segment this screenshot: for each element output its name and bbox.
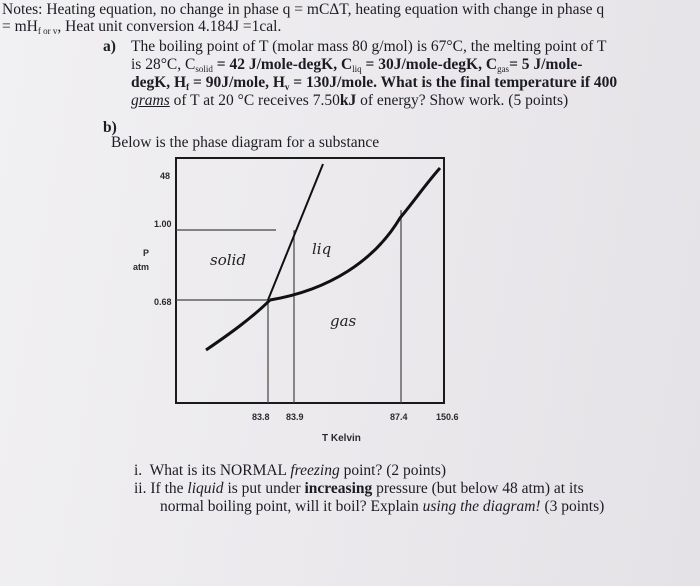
x-axis-label: T Kelvin [322, 433, 361, 444]
question-ii-line-2: normal boiling point, will it boil? Explain using the diagram! (3 points) [160, 498, 605, 515]
y-axis-label: P [143, 248, 150, 258]
y-tick-48: 48 [160, 171, 171, 181]
x-tick-83-9: 83.9 [286, 412, 304, 422]
x-tick-150-6: 150.6 [436, 412, 459, 422]
question-ii-line-1: ii. If the liquid is put under increasing pressure (but below 48 atm) at its [134, 480, 584, 497]
region-label-gas: gas [330, 312, 357, 330]
region-label-solid: solid [210, 251, 246, 269]
y-axis-unit: atm [133, 262, 150, 272]
question-b-intro: Below is the phase diagram for a substance [111, 134, 380, 151]
notes-line-2: = $mH_{f or v}$, Heat unit conversion 4.184J =1cal. [2, 18, 282, 36]
notes-line-1: Notes: Heating equation, no change in phase q = mCΔT, heating equation with change in phase q [2, 1, 605, 18]
y-tick-1-00: 1.00 [154, 219, 172, 229]
question-a-line-4: grams of T at 20 °C receives 7.50kJ of energy? Show work. (5 points) [131, 92, 569, 109]
question-a-label: a) [103, 38, 116, 55]
question-b-label: b) [103, 119, 117, 136]
melting-curve [268, 164, 323, 300]
x-tick-83-8: 83.8 [252, 412, 270, 422]
y-tick-0-68: 0.68 [154, 297, 172, 307]
question-a-line-2: is 28°C, $C_{solid} = 42$ J/mole-degK, $C_{liq}$ = 30J/mole-degK, $C_{gas}= 5$ J/mole- [131, 56, 583, 74]
question-a-line-1: The boiling point of T (molar mass 80 g/mol) is 67°C, the melting point of T [131, 38, 607, 55]
question-a-line-3: degK, $H_f$ = 90J/mole, $H_v$ = 130J/mole. What is the final temperature if 400 [131, 74, 618, 92]
region-label-liq: liq [312, 240, 332, 258]
question-i: i. What is its NORMAL freezing point? (2 points) [134, 462, 447, 479]
sublimation-curve [206, 300, 270, 350]
x-tick-87-4: 87.4 [390, 412, 408, 422]
